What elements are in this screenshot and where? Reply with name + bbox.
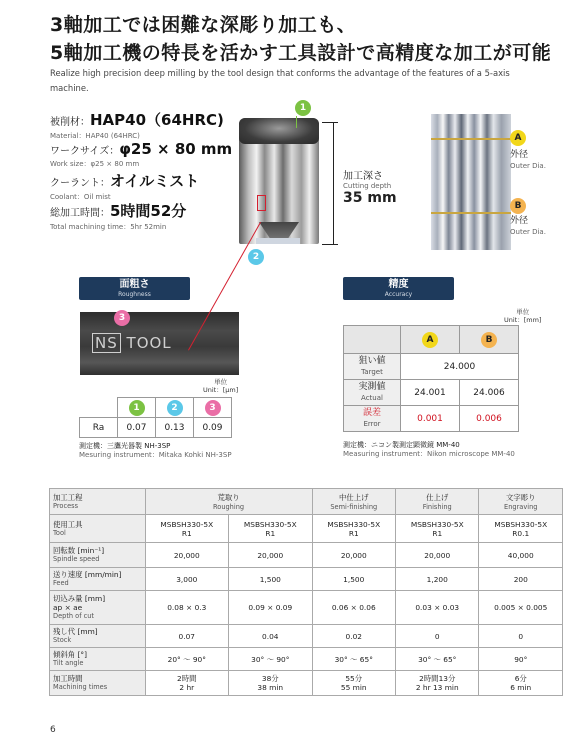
spec-coolant <box>50 170 199 202</box>
spec-worksize-label: ワークサイズ： <box>50 146 120 157</box>
spec-time-en: Total machining time：5hr 52min <box>50 223 167 231</box>
roughness-table <box>79 397 232 438</box>
marker-3-icon: 3 <box>114 310 130 326</box>
col-semi-finishing <box>312 489 395 515</box>
roughness-note-en: Mesuring instrument：Mitaka Kohki NH-3SP <box>79 451 232 459</box>
accuracy-row-actual <box>344 380 401 406</box>
roughness-header-en: Roughness <box>118 291 151 298</box>
accuracy-header-en: Accuracy <box>384 291 413 298</box>
roughness-col-1-icon: 1 <box>129 400 145 416</box>
page-title-line2: 5軸加工機の特長を活かす工具設計で高精度な加工が可能 <box>50 42 552 64</box>
accuracy-col-b-icon: B <box>481 332 497 348</box>
roughness-unit-en: Unit：[μm] <box>203 386 239 394</box>
roughness-col-3 <box>194 398 232 418</box>
error-jp: 誤差 <box>362 407 381 418</box>
col-engraving-en: Engraving <box>504 503 538 511</box>
spec-time-label: 総加工時間： <box>50 208 110 219</box>
table-cell: 20,000 <box>145 543 228 568</box>
col-engraving <box>479 489 563 515</box>
outer-b-band <box>431 212 511 214</box>
depth-en: Cutting depth <box>343 182 392 190</box>
col-semi-jp: 中仕上げ <box>338 493 369 502</box>
spec-material-label: 被削材： <box>50 117 90 128</box>
accuracy-col-a-icon: A <box>422 332 438 348</box>
accuracy-note <box>343 441 515 459</box>
row-label-jp: 残し代 [mm] <box>53 627 98 636</box>
accuracy-corner <box>344 326 401 354</box>
row-label-jp: 回転数 [min⁻¹] <box>53 546 105 555</box>
row-label-en: Tilt angle <box>53 659 84 667</box>
table-cell: 1,500 <box>312 568 395 591</box>
table-cell: 30° ～ 65° <box>312 648 395 671</box>
process-jp: 加工工程 <box>53 492 83 502</box>
spec-material-en: Material：HAP40 (64HRC) <box>50 132 140 140</box>
accuracy-header-jp: 精度 <box>388 279 409 290</box>
outer-b-label <box>510 216 546 238</box>
table-cell: 55分 55 min <box>312 671 395 696</box>
roughness-surface-photo <box>80 312 239 375</box>
row-label-jp: 切込み量 [mm] ap × ae <box>53 594 106 612</box>
table-cell: 0.08 × 0.3 <box>145 591 228 625</box>
outer-a-label <box>510 150 546 172</box>
target-en: Target <box>361 367 383 376</box>
row-label <box>50 515 146 543</box>
col-semi-en: Semi-finishing <box>330 503 378 511</box>
spec-coolant-en: Coolant：Oil mist <box>50 193 111 201</box>
table-cell: 2時間 2 hr <box>145 671 228 696</box>
process-header <box>50 489 146 515</box>
row-label <box>50 591 146 625</box>
table-cell: 90° <box>479 648 563 671</box>
marker-b-icon: B <box>510 198 526 214</box>
table-row <box>50 543 563 568</box>
actual-en: Actual <box>361 393 383 402</box>
row-label-en: Tool <box>53 528 66 537</box>
row-label-en: Machining times <box>53 683 108 691</box>
spec-time-value: 5時間52分 <box>110 202 187 220</box>
workpiece-base <box>256 238 300 244</box>
row-label <box>50 625 146 648</box>
row-label <box>50 648 146 671</box>
row-label-jp: 使用工具 <box>53 519 83 529</box>
target-jp: 狙い値 <box>358 355 386 366</box>
table-cell: MSBSH330-5X R1 <box>396 515 479 543</box>
spec-worksize <box>50 139 232 169</box>
table-cell: MSBSH330-5X R1 <box>229 515 312 543</box>
row-label <box>50 671 146 696</box>
table-cell: 0.03 × 0.03 <box>396 591 479 625</box>
table-cell: 20,000 <box>229 543 312 568</box>
spec-worksize-value: φ25 × 80 mm <box>119 140 233 158</box>
table-cell: MSBSH330-5X R1 <box>145 515 228 543</box>
accuracy-col-a <box>401 326 460 354</box>
outer-diameter-photo <box>431 114 511 250</box>
ns-tool-logo <box>92 334 172 352</box>
accuracy-header <box>343 277 454 300</box>
roughness-unit <box>203 378 238 394</box>
table-cell: 30° ～ 90° <box>229 648 312 671</box>
col-finishing-en: Finishing <box>422 503 452 511</box>
roughness-value-1: 0.07 <box>118 418 156 438</box>
depth-tick-bottom <box>322 244 338 245</box>
depth-jp: 加工深さ <box>343 171 383 182</box>
table-cell: 38分 38 min <box>229 671 312 696</box>
process-en: Process <box>53 501 79 510</box>
roughness-corner <box>80 398 118 418</box>
table-cell: 30° ～ 65° <box>396 648 479 671</box>
roughness-row-label: Ra <box>80 418 118 438</box>
roughness-value-2: 0.13 <box>156 418 194 438</box>
depth-value: 35 mm <box>343 190 397 206</box>
table-cell: 0.09 × 0.09 <box>229 591 312 625</box>
col-roughing-jp: 荒取り <box>217 493 240 502</box>
table-cell: MSBSH330-5X R0.1 <box>479 515 563 543</box>
accuracy-row-target <box>344 354 401 380</box>
marker-a-icon: A <box>510 130 526 146</box>
row-label-en: Depth of cut <box>53 612 95 620</box>
table-row <box>50 591 563 625</box>
spec-worksize-en: Work size：φ25 × 80 mm <box>50 160 140 168</box>
row-label-en: Spindle speed <box>53 555 100 563</box>
row-label-jp: 傾斜角 [°] <box>53 650 87 659</box>
actual-a-value: 24.001 <box>401 380 460 406</box>
table-cell: 20,000 <box>312 543 395 568</box>
roughness-value-3: 0.09 <box>194 418 232 438</box>
roughness-unit-jp: 単位 <box>214 378 228 386</box>
table-row <box>50 568 563 591</box>
page-title-line1: 3軸加工では困難な深彫り加工も、 <box>50 14 357 36</box>
marker-2-icon: 2 <box>248 249 264 265</box>
col-finishing <box>396 489 479 515</box>
col-roughing <box>145 489 312 515</box>
roughness-note <box>79 442 232 460</box>
table-cell: 1,200 <box>396 568 479 591</box>
table-cell: 0.07 <box>145 625 228 648</box>
table-body <box>50 515 563 696</box>
col-finishing-jp: 仕上げ <box>426 493 449 502</box>
table-cell: 20° ～ 90° <box>145 648 228 671</box>
roughness-col-3-icon: 3 <box>205 400 221 416</box>
table-cell: 3,000 <box>145 568 228 591</box>
table-row <box>50 671 563 696</box>
outer-b-jp: 外径 <box>510 216 529 226</box>
table-row <box>50 515 563 543</box>
accuracy-row-error <box>344 406 401 432</box>
table-cell: 6分 6 min <box>479 671 563 696</box>
roughness-callout-box <box>257 195 266 211</box>
actual-b-value: 24.006 <box>460 380 519 406</box>
roughness-col-1 <box>118 398 156 418</box>
outer-a-en: Outer Dia. <box>510 162 546 170</box>
table-cell: 0.04 <box>229 625 312 648</box>
col-roughing-en: Roughing <box>213 503 245 511</box>
roughness-note-jp: 測定機：三鷹光器製 NH-3SP <box>79 442 171 450</box>
error-en: Error <box>363 419 381 428</box>
table-cell: 0.005 × 0.005 <box>479 591 563 625</box>
outer-a-jp: 外径 <box>510 150 529 160</box>
roughness-col-2-icon: 2 <box>167 400 183 416</box>
accuracy-col-b <box>460 326 519 354</box>
row-label-en: Stock <box>53 636 72 644</box>
table-cell: 200 <box>479 568 563 591</box>
ns-logo-box: NS <box>92 333 121 353</box>
marker-1-line <box>296 116 297 128</box>
error-b-value: 0.006 <box>460 406 519 432</box>
roughness-header <box>79 277 190 300</box>
marker-1-icon: 1 <box>295 100 311 116</box>
depth-tick-top <box>322 122 338 123</box>
accuracy-note-jp: 測定機：ニコン製測定顕微鏡 MM-40 <box>343 441 460 449</box>
spec-time <box>50 200 186 232</box>
table-cell: 0.02 <box>312 625 395 648</box>
table-cell: MSBSH330-5X R1 <box>312 515 395 543</box>
cutting-depth-label <box>343 167 397 206</box>
accuracy-table <box>343 325 519 432</box>
roughness-col-2 <box>156 398 194 418</box>
row-label <box>50 543 146 568</box>
table-cell: 20,000 <box>396 543 479 568</box>
target-value: 24.000 <box>401 354 519 380</box>
workpiece-top-photo <box>239 118 319 144</box>
ns-logo-text: TOOL <box>126 334 172 352</box>
page-subtitle: Realize high precision deep milling by the tool design that conforms the advantage of the features of a 5-axis machine. <box>50 68 510 93</box>
col-engraving-jp: 文字彫り <box>505 493 536 502</box>
row-label <box>50 568 146 591</box>
table-cell: 2時間13分 2 hr 13 min <box>396 671 479 696</box>
error-a-value: 0.001 <box>401 406 460 432</box>
accuracy-unit <box>504 308 541 324</box>
page-number: 6 <box>50 725 56 735</box>
spec-material <box>50 109 224 141</box>
table-cell: 0.06 × 0.06 <box>312 591 395 625</box>
accuracy-note-en: Measuring instrument：Nikon microscope MM-40 <box>343 450 515 458</box>
accuracy-unit-jp: 単位 <box>516 308 530 316</box>
row-label-en: Feed <box>53 579 69 587</box>
spec-material-value: HAP40（64HRC) <box>90 111 224 129</box>
actual-jp: 実測値 <box>358 381 386 392</box>
spec-coolant-value: オイルミスト <box>110 172 200 190</box>
row-label-jp: 送り速度 [mm/min] <box>53 570 122 579</box>
row-label-jp: 加工時間 <box>53 674 83 683</box>
outer-b-en: Outer Dia. <box>510 228 546 236</box>
outer-a-band <box>431 138 511 140</box>
spec-coolant-label: クーラント： <box>50 178 110 189</box>
table-cell: 1,500 <box>229 568 312 591</box>
table-cell: 0 <box>479 625 563 648</box>
accuracy-unit-en: Unit：[mm] <box>504 316 542 324</box>
table-row <box>50 625 563 648</box>
depth-dimension-line <box>333 122 334 244</box>
table-row <box>50 648 563 671</box>
table-cell: 40,000 <box>479 543 563 568</box>
machining-conditions-table <box>49 488 563 696</box>
table-cell: 0 <box>396 625 479 648</box>
roughness-header-jp: 面粗さ <box>119 279 150 290</box>
